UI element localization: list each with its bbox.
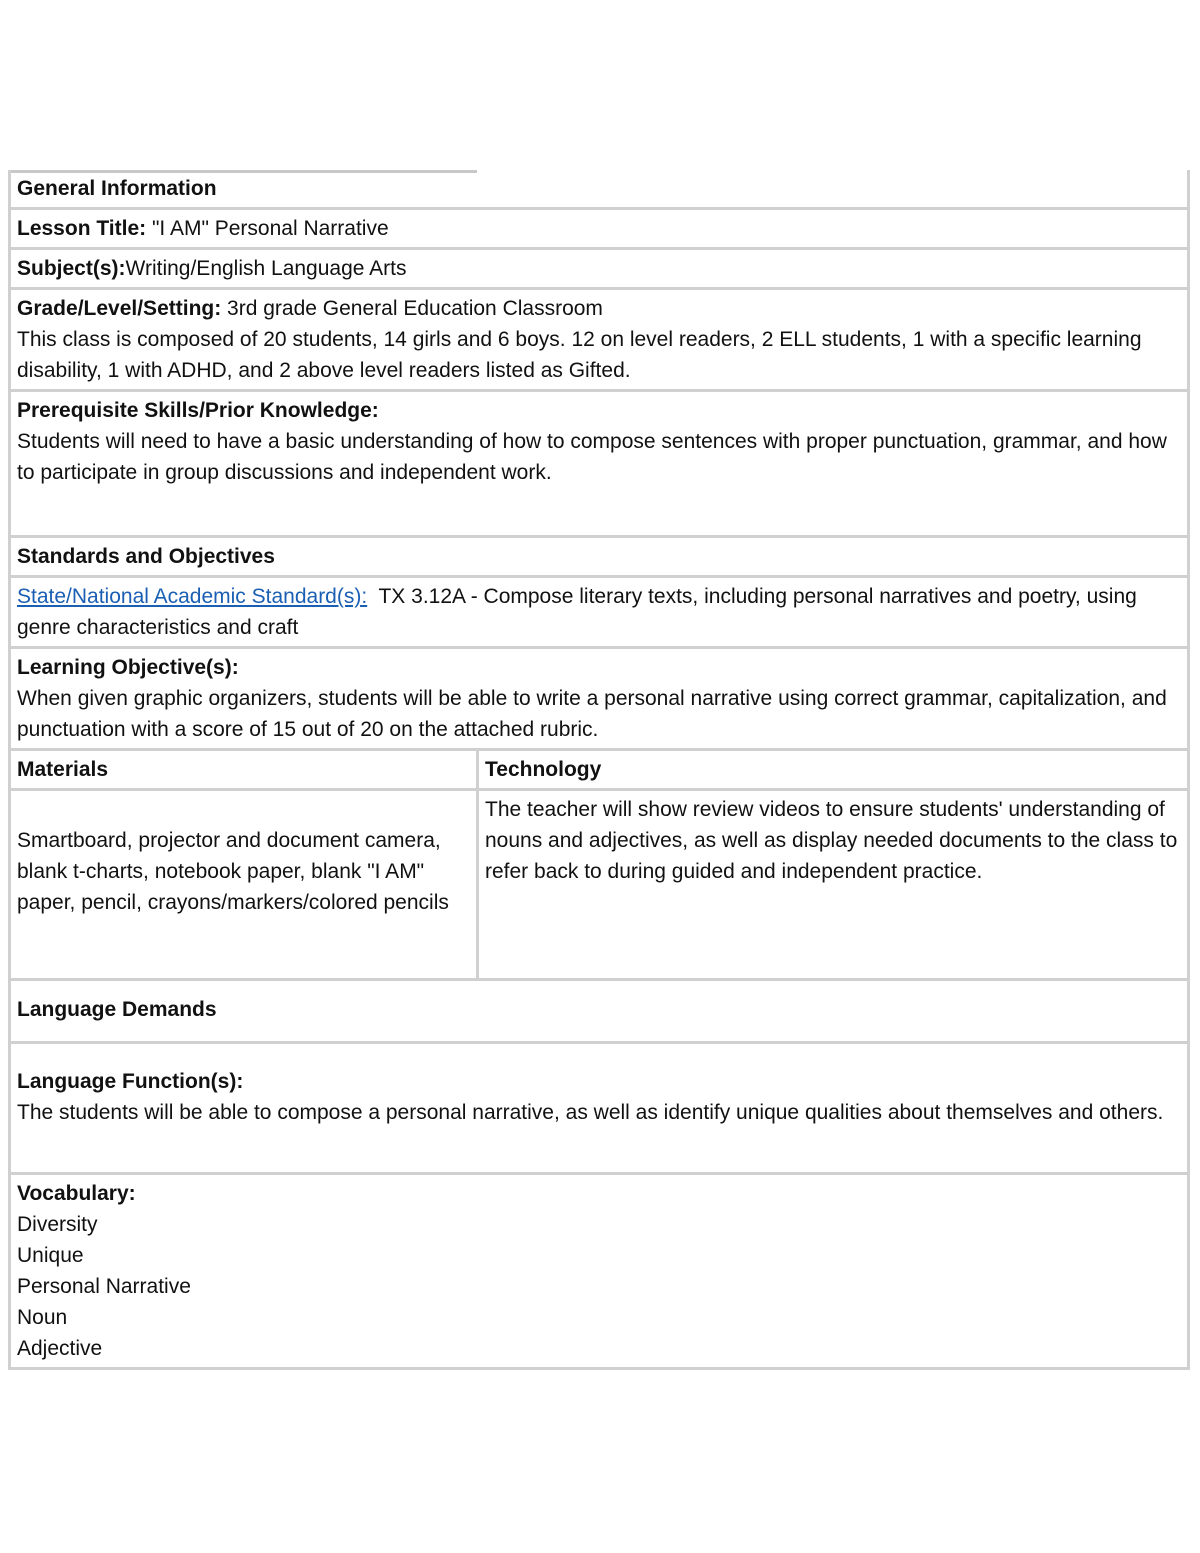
- learning-objective-row: [10, 648, 1189, 750]
- learning-objective-label: Learning Objective(s):: [17, 656, 239, 679]
- grade-setting-row: [10, 289, 1189, 391]
- academic-standard-link[interactable]: State/National Academic Standard(s):: [17, 585, 368, 608]
- grade-value: 3rd grade General Education Classroom: [221, 297, 603, 320]
- materials-text: Smartboard, projector and document camera, blank t-charts, notebook paper, blank "I AM" paper, pencil, crayons/markers/colored pencils: [17, 829, 449, 914]
- class-description: This class is composed of 20 students, 14 girls and 6 boys. 12 on level readers, 2 ELL students, 1 with a specific learning disability, 1 with ADHD, and 2 above level readers listed as Gifted.: [17, 328, 1142, 382]
- vocabulary-item: Adjective: [17, 1337, 103, 1360]
- vocabulary-item: Personal Narrative: [17, 1275, 191, 1298]
- materials-heading: Materials: [10, 750, 478, 790]
- lesson-title-value: "I AM" Personal Narrative: [146, 217, 389, 240]
- standards-objectives-heading: Standards and Objectives: [10, 537, 1189, 577]
- lesson-title-row: [10, 209, 1189, 249]
- vocabulary-item: Unique: [17, 1244, 84, 1267]
- vocabulary-item: Noun: [17, 1306, 68, 1329]
- technology-heading: Technology: [478, 750, 1189, 790]
- prerequisite-label: Prerequisite Skills/Prior Knowledge:: [17, 399, 379, 422]
- language-demands-heading: Language Demands: [10, 980, 1189, 1043]
- standard-row: [10, 577, 1189, 648]
- vocabulary-label: Vocabulary:: [17, 1182, 136, 1205]
- learning-objective-text: When given graphic organizers, students will be able to write a personal narrative using correct grammar, capitalization, and punctuation with a score of 15 out of 20 on the attached rubric.: [17, 687, 1167, 741]
- technology-cell: [478, 790, 1189, 980]
- grade-label: Grade/Level/Setting:: [17, 297, 222, 320]
- prerequisite-text: Students will need to have a basic understanding of how to compose sentences with proper punctuation, grammar, and how to participate in group discussions and independent work.: [17, 430, 1167, 484]
- lesson-plan-table: [8, 170, 1190, 1370]
- language-function-text: The students will be able to compose a personal narrative, as well as identify unique qualities about themselves and others.: [17, 1101, 1164, 1124]
- vocabulary-row: [10, 1174, 1189, 1369]
- materials-cell: [10, 790, 478, 980]
- language-function-label: Language Function(s):: [17, 1070, 244, 1093]
- technology-text: The teacher will show review videos to ensure students' understanding of nouns and adjectives, as well as display needed documents to the class to refer back to during guided and independent practice.: [485, 798, 1178, 883]
- lesson-title-label: Lesson Title:: [17, 217, 147, 240]
- language-function-row: [10, 1043, 1189, 1174]
- prerequisite-row: [10, 391, 1189, 537]
- academic-standard-text: TX 3.12A - Compose literary texts, including personal narratives and poetry, using genre characteristics and craft: [17, 585, 1143, 639]
- general-information-heading: General Information: [10, 170, 1189, 209]
- subject-value: Writing/English Language Arts: [125, 257, 407, 280]
- vocabulary-item: Diversity: [17, 1213, 98, 1236]
- subject-row: [10, 249, 1189, 289]
- subject-label: Subject(s):: [17, 257, 126, 280]
